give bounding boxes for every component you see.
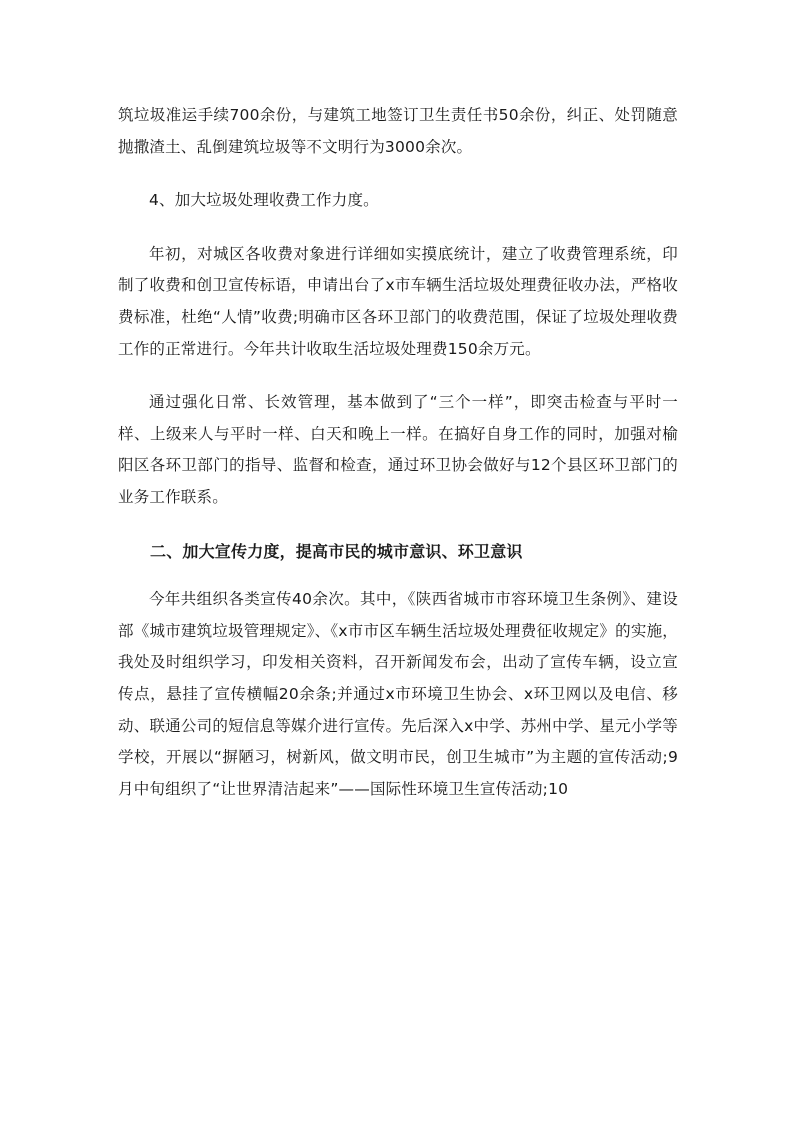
subheading-garbage-fee: 4、加大垃圾处理收费工作力度。 xyxy=(149,191,379,210)
paragraph-fee-collection: 年初，对城区各收费对象进行详细如实摸底统计，建立了收费管理系统，印制了收费和创卫宣传标语，申请出台了x市车辆生活垃圾处理费征收办法，严格收费标准，杜绝“人情”收费;明确市区各环卫部门的收费范围，保证了垃圾处理收费工作的正常进行。今年共计收取生活垃圾处理费150余万元。 xyxy=(118,244,678,358)
document-body xyxy=(118,100,678,805)
paragraph-publicity: 今年共组织各类宣传40余次。其中，《陕西省城市市容环境卫生条例》、建设部《城市建筑垃圾管理规定》、《x市市区车辆生活垃圾处理费征收规定》的实施，我处及时组织学习，印发相关资料，召开新闻发布会，出动了宣传车辆，设立宣传点，悬挂了宣传横幅20余条;并通过x市环境卫生协会、x环卫网以及电信、移动、联通公司的短信息等媒介进行宣传。先后深入x中学、苏州中学、星元小学等学校，开展以“摒陋习，树新风，做文明市民，创卫生城市”为主题的宣传活动;9月中旬组织了“让世界清洁起来”——国际性环境卫生宣传活动;10 xyxy=(118,590,678,798)
section-heading-publicity: 二、加大宣传力度，提高市民的城市意识、环卫意识 xyxy=(150,541,523,561)
paragraph-continuation: 筑垃圾准运手续700余份，与建筑工地签订卫生责任书50余份，纠正、处罚随意抛撒渣土、乱倒建筑垃圾等不文明行为3000余次。 xyxy=(118,106,678,156)
paragraph-management: 通过强化日常、长效管理，基本做到了“三个一样”，即突击检查与平时一样、上级来人与平时一样、白天和晚上一样。在搞好自身工作的同时，加强对榆阳区各环卫部门的指导、监督和检查，通过环卫协会做好与12个县区环卫部门的业务工作联系。 xyxy=(118,393,678,506)
